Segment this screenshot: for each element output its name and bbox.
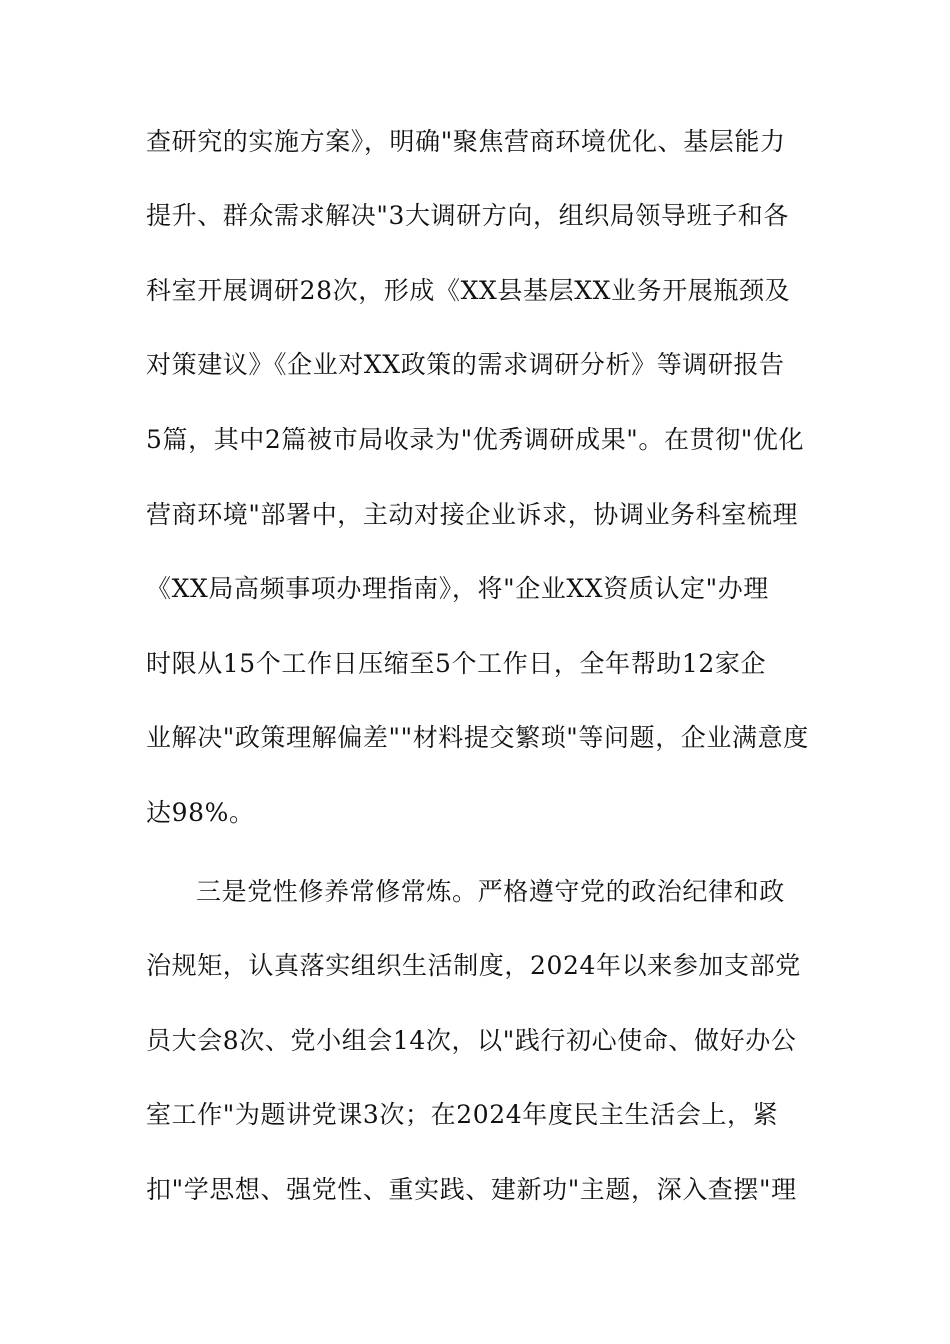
text-line: 治规矩，认真落实组织生活制度，2024年以来参加支部党 [146,951,801,980]
text-line: 室工作"为题讲党课3次；在2024年度民主生活会上，紧 [146,1100,779,1129]
text-line: 《XX局高频事项办理指南》，将"企业XX资质认定"办理 [146,574,769,603]
text-line: 业解决"政策理解偏差""材料提交繁琐"等问题，企业满意度 [146,723,809,752]
paragraph-first-line: 三是党性修养常修常炼。严格遵守党的政治纪律和政 [196,877,785,906]
text-line: 扣"学思想、强党性、重实践、建新功"主题，深入查摆"理 [146,1175,797,1204]
text-line: 营商环境"部署中，主动对接企业诉求，协调业务科室梳理 [146,500,799,529]
text-line: 员大会8次、党小组会14次，以"践行初心使命、做好办公 [146,1026,797,1055]
text-line: 达98%。 [146,798,255,827]
text-line: 时限从15个工作日压缩至5个工作日，全年帮助12家企 [146,649,767,678]
text-line: 科室开展调研28次，形成《XX县基层XX业务开展瓶颈及 [146,276,791,305]
text-line: 提升、群众需求解决"3大调研方向，组织局领导班子和各 [146,201,790,230]
text-line: 5篇，其中2篇被市局收录为"优秀调研成果"。在贯彻"优化 [146,425,805,454]
text-line: 查研究的实施方案》，明确"聚焦营商环境优化、基层能力 [146,127,786,156]
text-line: 对策建议》《企业对XX政策的需求调研分析》等调研报告 [146,350,785,379]
